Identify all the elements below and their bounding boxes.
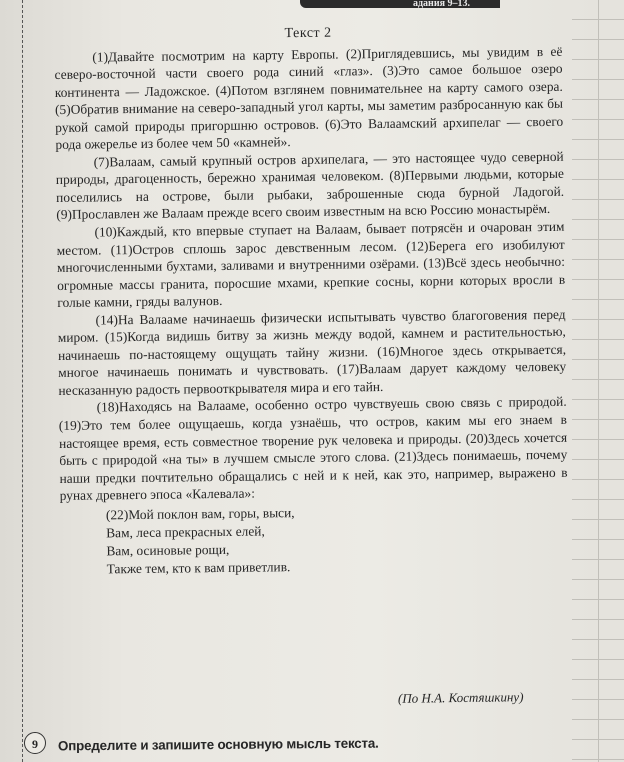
text-title: Текст 2 [284, 25, 332, 42]
paragraph-2: (7)Валаам, самый крупный остров архипелага, — это настоящее чудо северной природы, драгоценность, бережно хранимая человеком. (8)Первыми людьми, которые поселились на острове, были рыбаки, заброшенные сюда бурной Ладогой. (9)Прославлен же Валаам прежде всего своим известным на всю Россию монастырём. [55, 148, 565, 223]
text-block [54, 20, 569, 579]
header-strip: адания 9–13. [300, 0, 500, 8]
paragraph-4: (14)На Валааме начинаешь физически испытывать чувство благоговения перед миром. (15)Когда видишь битву за жизнь между водой, камнем и растительностью, начинаешь по-настоящему ощущать тайну жизни. (16)Многое здесь открывается, многое начинаешь понимать и чувствовать. (17)Валаам дарует каждому человеку несказанную радость первооткрывателя мира и его тайн. [57, 306, 567, 398]
task-prompt: Определите и запишите основную мысль текста. [57, 735, 379, 754]
paragraph-1: (1)Давайте посмотрим на карту Европы. (2)Приглядевшись, мы увидим в её северо-восточной части своего рода синий «глаз». (3)Это самое большое озеро континента — Ладожское. (4)Потом взглянем повнимательнее на карту самого озера. (5)Обратив внимание на северо-западный угол карты, мы заметим разбросанную как бы рукой самой природы пригоршню островов. (6)Это Валаамский архипелаг — своего рода ожерелье из более чем 50 «камней». [54, 43, 564, 153]
poem-line: Вам, леса прекрасных елей, [106, 523, 265, 541]
poem-line: Вам, осиновые рощи, [106, 541, 230, 559]
paragraph-3: (10)Каждый, кто впервые ступает на Валаам, бывает потрясён и очарован этим местом. (11)Остров сплошь зарос девственным лесом. (12)Берега его изобилуют многочисленными бухтами, заливами и внутренними озёрами. (13)Всё здесь необычно: огромные массы гранита, поросшие мхами, крепкие сосны, корни которых вросли в голые камни, гряды валунов. [56, 218, 566, 311]
cut-line [22, 0, 23, 762]
paragraph-5: (18)Находясь на Валааме, особенно остро чувствуешь свою связь с природой. (19)Это тем более ощущаешь, когда узнаёшь, что остров, каким мы его знаем в настоящее время, есть совместное творение рук человека и природы. (20)Здесь хочется быть с природой «на ты» в лучшем смысле этого слова. (21)Здесь понимаешь, почему наши предки почтительно обращались с ней и к ней, как это, например, выражено в рунах древнего эпоса «Калевала»: [58, 394, 568, 504]
task-number-badge: 9 [24, 732, 46, 754]
author-attribution: (По Н.А. Костяшкину) [397, 689, 524, 706]
answer-grid [572, 0, 624, 762]
poem-line: Также тем, кто к вам приветлив. [106, 558, 291, 577]
poem-line: (22)Мой поклон вам, горы, выси, [105, 504, 295, 523]
poem [106, 501, 569, 579]
